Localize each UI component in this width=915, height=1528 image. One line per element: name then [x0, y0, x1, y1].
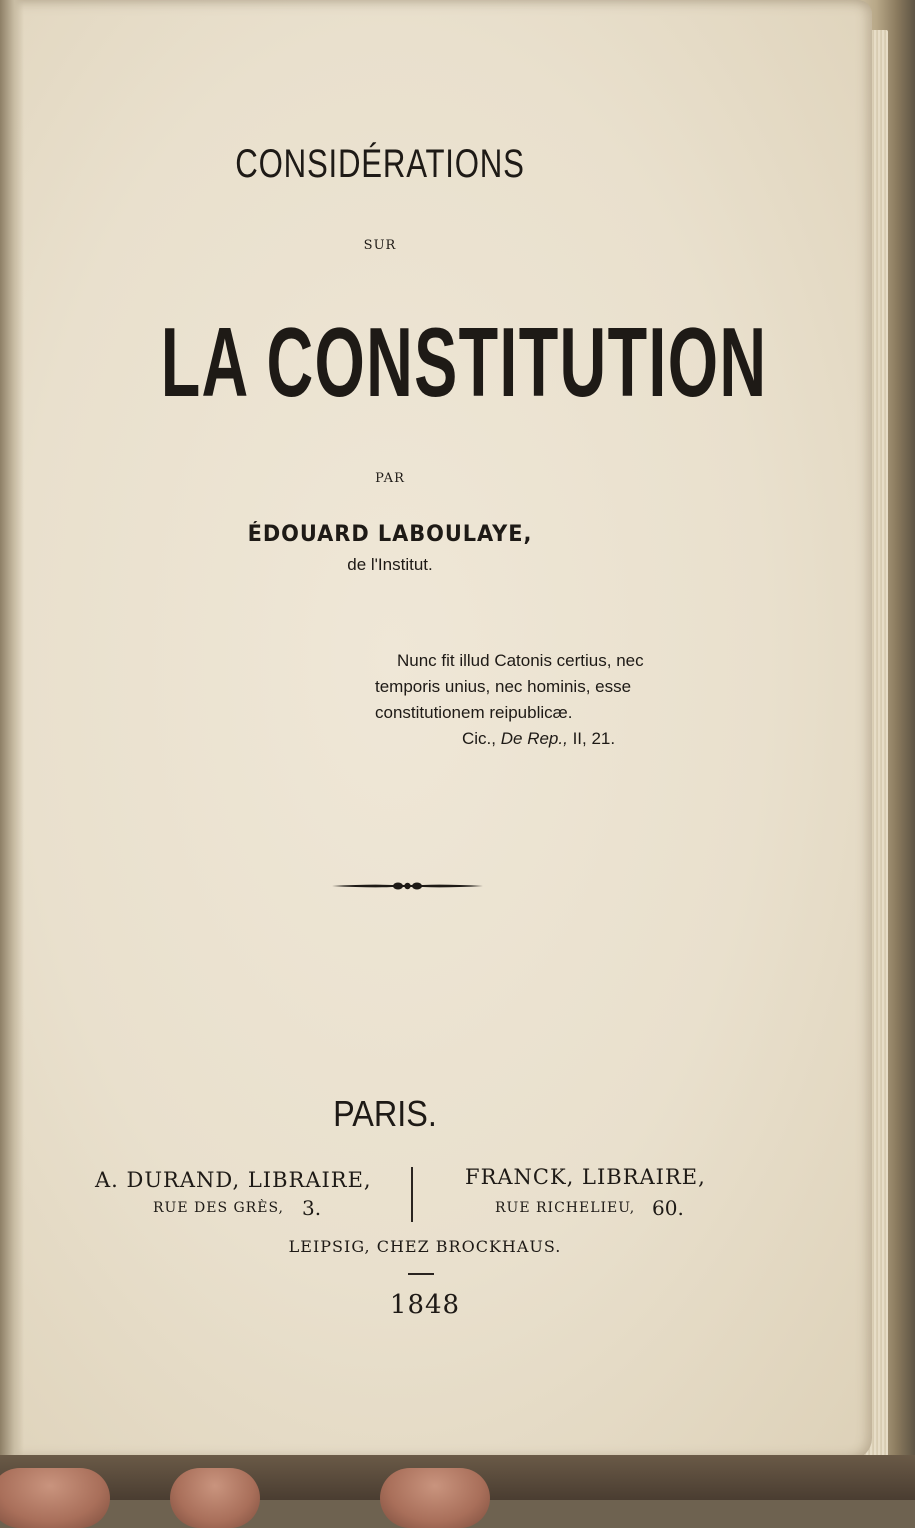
title-connector: SUR [363, 238, 397, 253]
finger [0, 1468, 110, 1528]
epigraph-citation [375, 726, 735, 752]
gutter-shadow [0, 0, 24, 1460]
citation-author: Cic., [462, 729, 496, 748]
title-top: CONSIDÉRATIONS [235, 142, 525, 186]
citation-reference: II, 21. [572, 729, 616, 748]
by-line: PAR [375, 471, 405, 486]
epigraph [375, 648, 735, 752]
epigraph-line: Nunc fit illud Catonis certius, nec [397, 651, 644, 670]
secondary-imprint: LEIPSIG, CHEZ BROCKHAUS. [288, 1237, 562, 1256]
epigraph-line: temporis unius, nec hominis, esse [375, 677, 632, 696]
publisher-right-address: RUE RICHELIEU, [495, 1200, 636, 1216]
epigraph-line: constitutionem reipublicæ. [375, 703, 573, 722]
imprint-city: PARIS. [333, 1093, 437, 1134]
publication-year: 1848 [389, 1290, 461, 1320]
finger [380, 1468, 490, 1528]
publisher-left-address: RUE DES GRÈS, [153, 1200, 284, 1216]
publisher-right-number: 60. [652, 1196, 684, 1220]
finger [170, 1468, 260, 1528]
author-affiliation: de l'Institut. [347, 555, 433, 574]
publisher-left-number: 3. [302, 1196, 322, 1220]
publisher-right-name: FRANCK, LIBRAIRE, [465, 1165, 706, 1189]
publisher-left-name: A. DURAND, LIBRAIRE, [95, 1168, 372, 1192]
publisher-divider [411, 1167, 413, 1222]
citation-work: De Rep., [500, 729, 568, 748]
author-name: ÉDOUARD LABOULAYE, [247, 522, 533, 547]
main-title: LA CONSTITUTION [160, 307, 768, 417]
short-rule [408, 1273, 434, 1275]
ornament-rule [330, 877, 485, 895]
